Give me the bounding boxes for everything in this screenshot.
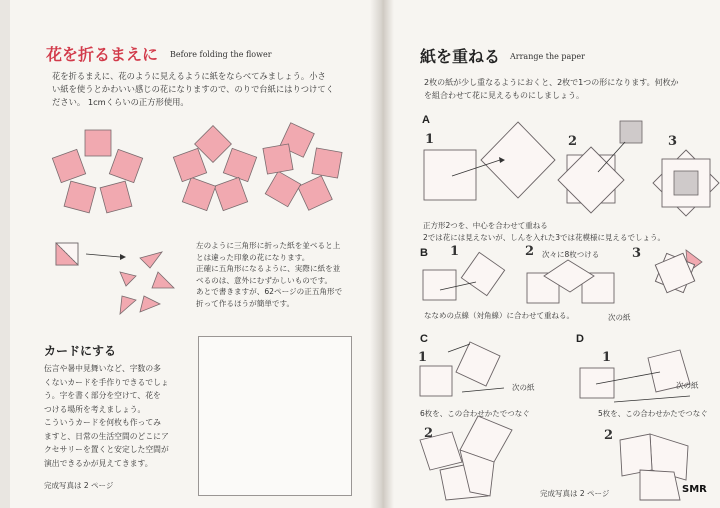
section-d-label: D — [576, 333, 584, 345]
triangle-note — [196, 240, 376, 309]
step-number: 2 — [568, 134, 578, 149]
step-number: 3 — [632, 246, 642, 261]
step-number: 1 — [450, 244, 460, 259]
next-paper-label: 次の紙 — [608, 313, 631, 322]
card-sample — [198, 336, 352, 496]
next-paper-label: 次の紙 — [512, 383, 535, 392]
section-c-diagrams — [420, 342, 512, 500]
card-line: 伝言や暑中見舞いなど、字数の多 — [44, 364, 161, 373]
note-line: あとで書きますが、62ページの正五角形で — [196, 287, 343, 296]
step-number: 1 — [425, 132, 435, 147]
card-photo-ref: 完成写真は 2 ページ — [44, 481, 114, 490]
intro-line: 花を折るまえに、花のように見えるように紙をならべてみましょう。小さ — [52, 71, 326, 81]
intro-line: い紙を使うとかわいい感じの花になりますので、のりで台紙にはりつけてく — [52, 84, 334, 94]
intro-line: を組合わせて花に見えるものにしましょう。 — [424, 91, 584, 100]
left-page-title: 花を折るまえに — [46, 45, 159, 64]
section-d-diagrams — [580, 350, 690, 500]
section-a-caption-1: 正方形2つを、中心を合わせて重ねる — [423, 221, 548, 230]
pentagon-flower-3 — [263, 123, 342, 211]
section-a-label: A — [422, 114, 430, 126]
right-page-subtitle: Arrange the paper — [510, 52, 585, 61]
right-page-title: 紙を重ねる — [420, 47, 501, 66]
intro-line: ださい。 1cmくらいの正方形使用。 — [52, 97, 189, 107]
card-line: う。字を書く部分を空けて、花を — [44, 391, 161, 400]
card-line: つける場所を考えましょう。 — [44, 404, 146, 414]
right-photo-ref: 完成写真は 2 ページ — [540, 489, 610, 498]
watermark: SMR — [682, 484, 707, 495]
card-line: 演出できるかが見えてきます。 — [44, 458, 153, 468]
section-c-caption: 6枚を、この合わせかたでつなぐ — [420, 409, 530, 418]
card-line: くないカードを手作りできるでしょ — [44, 377, 169, 387]
left-intro — [52, 70, 362, 109]
section-c-label: C — [420, 333, 428, 345]
card-line: クセサリーを置くと安定した空間が — [44, 445, 169, 454]
note-line: べるのは、意外にむずかしいものです。 — [196, 275, 333, 285]
note-line: とは違った印象の花になります。 — [196, 252, 310, 262]
step-number: 3 — [668, 134, 678, 149]
step-number: 2 — [604, 428, 614, 443]
pentagon-flower-1 — [52, 130, 142, 213]
note-line: 正確に五角形になるように、実際に紙を並 — [196, 264, 341, 273]
note-line: 折って作るほうが簡単です。 — [196, 298, 295, 308]
section-a-caption-2: 2では花には見えないが、しんを入れた3では花模様に見えるでしょう。 — [423, 233, 665, 242]
card-heading: カードにする — [44, 344, 117, 358]
left-page-subtitle: Before folding the flower — [170, 50, 272, 59]
right-intro — [424, 76, 720, 102]
step-number: 1 — [418, 350, 428, 365]
card-text — [44, 362, 194, 470]
card-line: こういうカードを何枚も作ってみ — [44, 418, 161, 427]
step-number: 2 — [525, 244, 535, 259]
triangle-fold-diagram — [56, 243, 174, 314]
step-number: 1 — [602, 350, 612, 365]
section-b-label: B — [420, 247, 428, 259]
section-d-caption: 5枚を、この合わせかたでつなぐ — [598, 409, 708, 418]
intro-line: 2枚の紙が少し重なるようにおくと、2枚で1つの形になります。何枚か — [424, 78, 679, 87]
section-b-step2-note: 次々に8枚つける — [542, 250, 600, 259]
note-line: 左のように三角形に折った紙を並べると上 — [196, 241, 341, 250]
pentagon-flower-2 — [173, 126, 256, 211]
card-line: ますと、日常の生活空間のどこにア — [44, 431, 169, 441]
next-paper-label: 次の紙 — [676, 381, 699, 390]
section-b-caption: ななめの点線（対角線）に合わせて重ねる。 — [424, 311, 574, 320]
step-number: 2 — [424, 426, 434, 441]
